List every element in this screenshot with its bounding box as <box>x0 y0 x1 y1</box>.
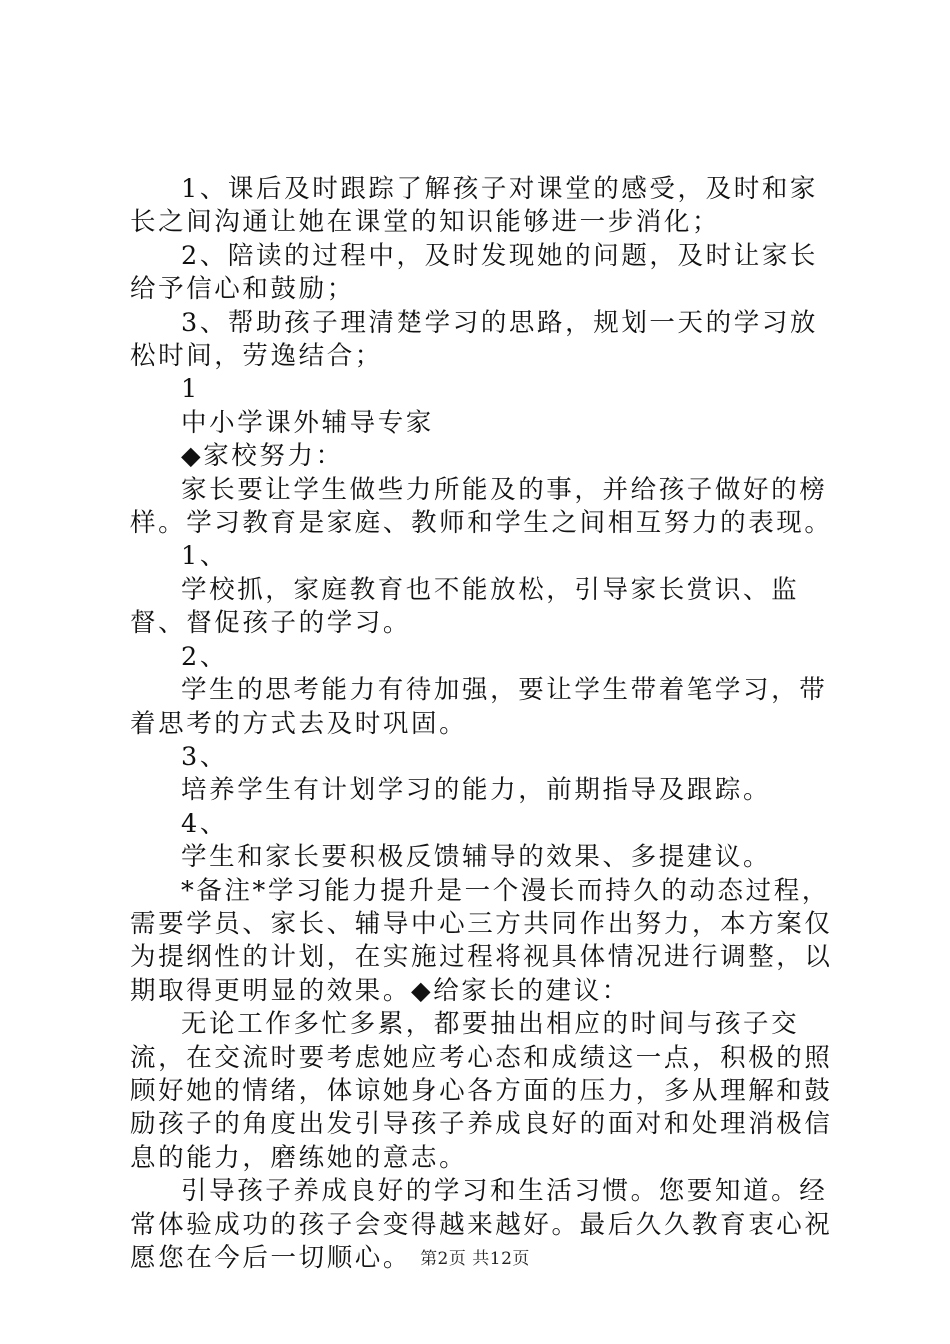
paragraph: 3、帮助孩子理清楚学习的思路，规划一天的学习放松时间，劳逸结合； <box>130 307 819 372</box>
paragraph: 学校抓，家庭教育也不能放松，引导家长赏识、监督、督促孩子的学习。 <box>130 574 800 639</box>
paragraph: 培养学生有计划学习的能力，前期指导及跟踪。 <box>181 775 772 806</box>
paragraph: 引导孩子养成良好的学习和生活习惯。您要知道。经常体验成功的孩子会变得越来越好。最后久久教育衷心祝愿您在今后一切顺心。 <box>130 1176 833 1273</box>
paragraph: 1、 <box>181 541 228 572</box>
paragraph: 学生和家长要积极反馈辅导的效果、多提建议。 <box>181 842 772 873</box>
paragraph: 学生的思考能力有待加强，要让学生带着笔学习，带着思考的方式去及时巩固。 <box>130 675 828 739</box>
paragraph: 1、课后及时跟踪了解孩子对课堂的感受，及时和家长之间沟通让她在课堂的知识能够进一步消化； <box>130 174 819 238</box>
paragraph: *备注*学习能力提升是一个漫长而持久的动态过程，需要学员、家长、辅导中心三方共同作出努力，本方案仅为提纲性的计划，在实施过程将视具体情况进行调整，以期取得更明显的效果。◆给家长的建议： <box>130 875 833 1006</box>
paragraph: 1 <box>181 374 200 405</box>
paragraph: 3、 <box>181 741 228 772</box>
paragraph: 家长要让学生做些力所能及的事，并给孩子做好的榜样。学习教育是家庭、教师和学生之间相互努力的表现。 <box>130 474 833 539</box>
document-body <box>130 173 835 1275</box>
paragraph: ◆家校努力： <box>181 441 344 472</box>
page-footer: 第2页 共12页 <box>420 1249 530 1269</box>
paragraph: 2、陪读的过程中，及时发现她的问题，及时让家长给予信心和鼓励； <box>130 240 819 305</box>
paragraph: 2、 <box>181 641 228 672</box>
paragraph: 中小学课外辅导专家 <box>181 407 434 438</box>
paragraph: 4、 <box>181 808 228 839</box>
paragraph: 无论工作多忙多累，都要抽出相应的时间与孩子交流，在交流时要考虑她应考心态和成绩这一点，积极的照顾好她的情绪，体谅她身心各方面的压力，多从理解和鼓励孩子的角度出发引导孩子养成良好的面对和处理消极信息的能力，磨练她的意志。 <box>130 1009 833 1173</box>
